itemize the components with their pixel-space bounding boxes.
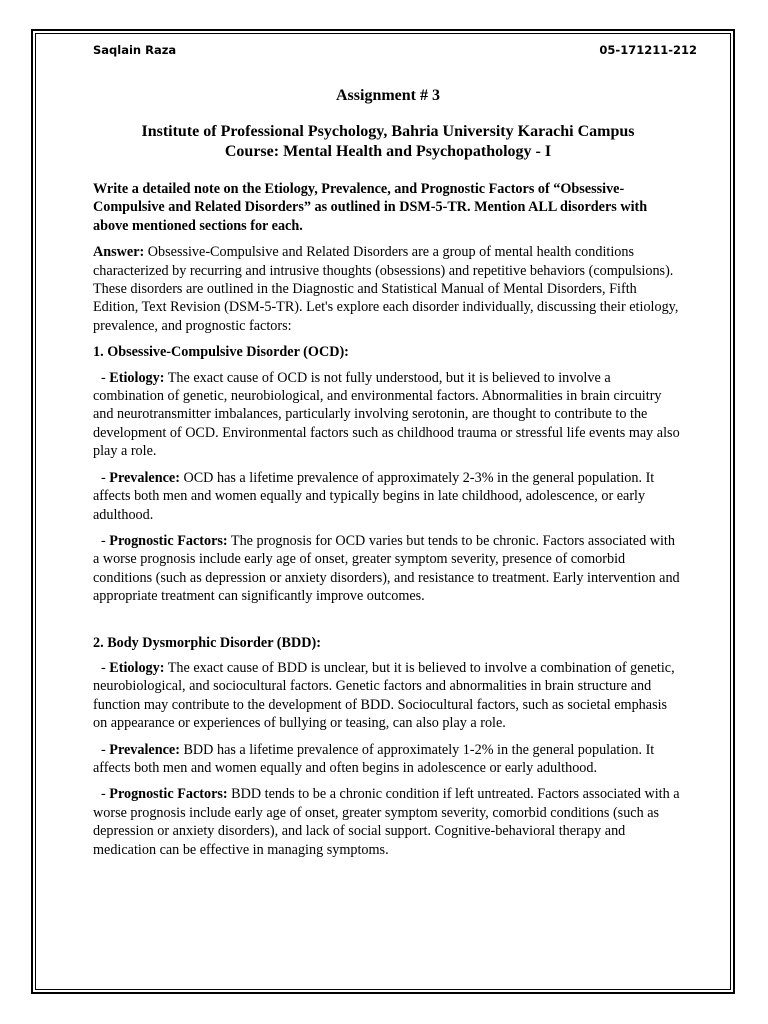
item-prefix: - <box>101 369 110 386</box>
item-text: BDD has a lifetime prevalence of approximately 1-2% in the general population. It affects both men and women equally and often begins in adolescence or early adulthood. <box>93 741 655 776</box>
item-label: Prognostic Factors: <box>109 532 228 549</box>
item-text: The exact cause of OCD is not fully understood, but it is believed to involve a combination of genetic, neurobiological, and environmental factors. Abnormalities in brain circuitry and neurotransmitter imbalances, particularly involving serotonin, are thought to contribute to the development of OCD. Environmental factors such as childhood trauma or stressful life events may also play a role. <box>93 369 680 460</box>
item-label: Etiology: <box>109 659 165 676</box>
ocd-etiology <box>93 369 683 461</box>
answer-text: Obsessive-Compulsive and Related Disorders are a group of mental health conditions characterized by recurring and intrusive thoughts (obsessions) and repetitive behaviors (compulsions). These disorders are outlined in the Diagnostic and Statistical Manual of Mental Disorders, Fifth Edition, Text Revision (DSM-5-TR). Let's explore each disorder individually, discussing their etiology, prevalence, and prognostic factors: <box>93 244 679 334</box>
document-body <box>93 86 683 867</box>
student-id: 05-171211-212 <box>599 43 697 57</box>
assignment-title: Assignment # 3 <box>335 87 440 104</box>
item-text: BDD tends to be a chronic condition if left untreated. Factors associated with a worse prognosis include early age of onset, greater symptom severity, comorbid conditions (such as depression or anxiety disorders), and lack of social support. Cognitive-behavioral therapy and medication can be effective in managing symptoms. <box>93 786 680 858</box>
answer-paragraph <box>93 243 683 335</box>
item-prefix: - <box>101 659 110 676</box>
institute-name: Institute of Professional Psychology, Bahria University Karachi Campus <box>141 123 635 140</box>
question-text: Write a detailed note on the Etiology, Prevalence, and Prognostic Factors of “Obsessive-Compulsive and Related Disorders” as outlined in DSM-5-TR. Mention ALL disorders with above mentioned sections for each. <box>93 181 648 234</box>
item-prefix: - <box>101 786 110 803</box>
item-label: Prevalence: <box>109 741 180 758</box>
item-text: The prognosis for OCD varies but tends to be chronic. Factors associated with a worse prognosis include early age of onset, greater symptom severity, presence of comorbid conditions (such as depression or anxiety disorders), and resistance to treatment. Early intervention and appropriate treatment can significantly improve outcomes. <box>93 532 680 605</box>
page-header <box>93 43 697 61</box>
item-text: OCD has a lifetime prevalence of approximately 2-3% in the general population. It affects both men and women equally and typically begins in late childhood, adolescence, or early adulthood. <box>93 469 655 523</box>
ocd-prognostic-factors <box>93 532 683 606</box>
item-label: Etiology: <box>109 369 165 386</box>
section-spacer <box>93 614 683 634</box>
bdd-etiology <box>93 659 683 733</box>
item-text: The exact cause of BDD is unclear, but it is believed to involve a combination of genetic, neurobiological, and sociocultural factors. Genetic factors and abnormalities in brain structure and function may contribute to the development of BDD. Sociocultural factors, such as societal emphasis on appearance or experiences of bullying or teasing, can also play a role. <box>93 659 675 732</box>
ocd-prevalence <box>93 469 683 524</box>
course-name: Course: Mental Health and Psychopathology - I <box>224 143 552 160</box>
item-label: Prognostic Factors: <box>109 786 228 803</box>
item-label: Prevalence: <box>109 469 180 486</box>
item-prefix: - <box>101 469 110 486</box>
section-heading-bdd: 2. Body Dysmorphic Disorder (BDD): <box>93 634 321 651</box>
answer-label: Answer: <box>93 244 145 261</box>
author-name: Saqlain Raza <box>93 43 177 57</box>
bdd-prevalence <box>93 741 683 778</box>
item-prefix: - <box>101 741 110 758</box>
item-prefix: - <box>101 532 110 549</box>
section-heading-ocd: 1. Obsessive-Compulsive Disorder (OCD): <box>93 344 349 361</box>
bdd-prognostic-factors <box>93 785 683 859</box>
course-info <box>93 122 683 162</box>
